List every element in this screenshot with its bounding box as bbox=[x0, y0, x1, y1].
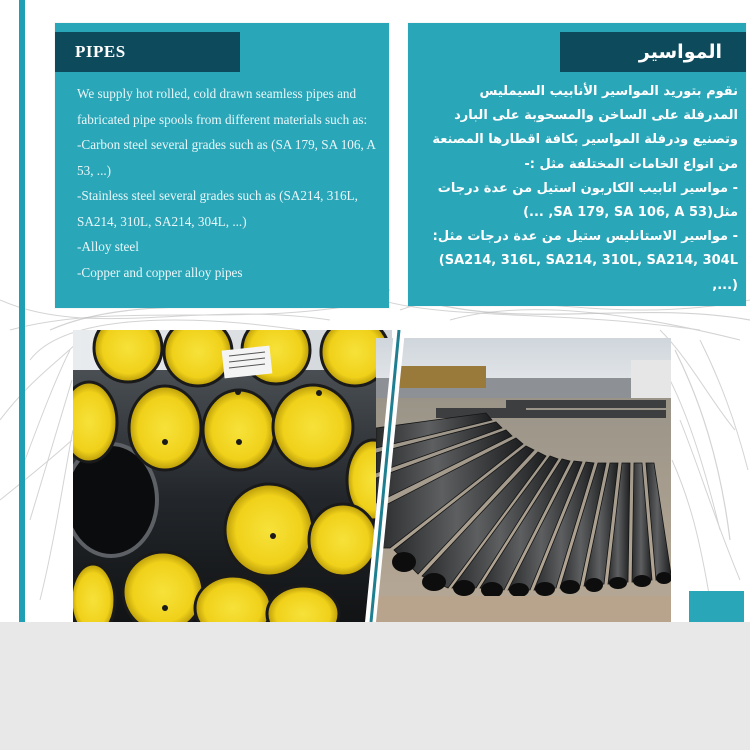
pipes-line: -Carbon steel several grades such as (SA 179, SA 106, A bbox=[77, 137, 376, 152]
pipes-title-ar: المواسير bbox=[638, 41, 722, 63]
pipes-line: SA214, 310L, SA214, 304L, ...) bbox=[77, 213, 247, 229]
pipes-line-ar: SA214, 316L, SA214, 310L, SA214, 304L) bbox=[438, 253, 738, 269]
pipes-line-ar: نقوم بتوريد المواسير الأنابيب السيمليس bbox=[479, 84, 738, 99]
pipes-line-ar: (..., bbox=[712, 277, 738, 293]
pipes-line-ar: - مواسير انابيب الكاربون استيل من عدة درجات bbox=[437, 180, 738, 196]
pipes-line-ar: المدرفلة على الساخن والمسحوبة على البارد bbox=[454, 108, 738, 124]
pipes-line: -Copper and copper alloy pipes bbox=[77, 264, 243, 280]
pipes-line: -Alloy steel bbox=[77, 239, 139, 254]
pipes-line-ar: مثل(SA 179, SA 106, A 53, ...) bbox=[523, 205, 738, 221]
pipes-title: PIPES bbox=[75, 42, 126, 61]
pipes-line-ar: من انواع الخامات المختلفة مثل :- bbox=[524, 156, 738, 172]
pipes-line: We supply hot rolled, cold drawn seamless pipes and bbox=[77, 86, 357, 101]
pipes-line: -Stainless steel several grades such as (SA214, 316L, bbox=[77, 188, 358, 203]
pipes-line-ar: وتصنيع ودرفلة المواسير بكافة اقطارها المصنعة bbox=[432, 132, 738, 148]
pipes-line: 53, ...) bbox=[77, 162, 112, 178]
pipes-line: fabricated pipe spools from different materials such as: bbox=[77, 111, 368, 127]
pipes-line-ar: - مواسير الاستانليس ستيل من عدة درجات مثل: bbox=[432, 229, 738, 245]
corner-accent-box bbox=[689, 591, 744, 622]
